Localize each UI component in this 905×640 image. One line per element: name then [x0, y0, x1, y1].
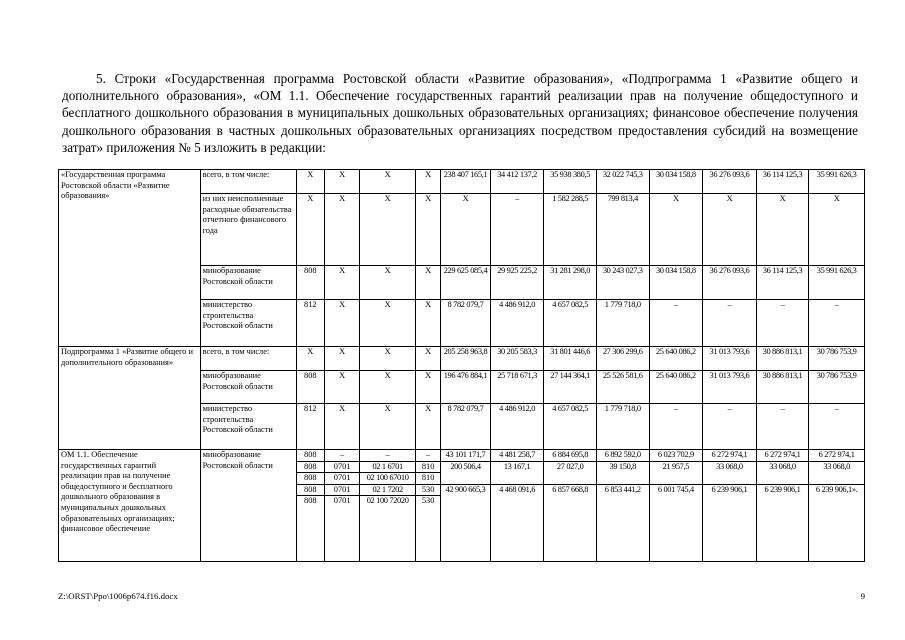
executor-total: всего, в том числе:	[200, 347, 296, 371]
intro-paragraph	[62, 70, 858, 156]
table-row: министерство строительства Ростовской области 812 X X X 8 782 079,7 4 486 912,0 4 657 082,5 1 779 718,0 – – – –	[59, 300, 865, 347]
executor-minobr: минобразование Ростовской области	[200, 371, 296, 404]
table-row: 808 0701 02 100 72020 530	[59, 496, 865, 562]
table-row: 808 0701 02 1 7202 530 42 900 665,3 4 468 091,6 6 857 668,8 6 853 441,2 6 001 745,4 6 239 906,1 6 239 906,1 6 239 906,1».	[59, 484, 865, 496]
budget-table	[58, 169, 865, 562]
table-row: Подпрограмма 1 «Развитие общего и дополнительного образования» всего, в том числе: X X X X 205 258 963,8 30 205 583,3 31 801 446,6 27 306 299,6 25 640 086,2 31 013 793,6 30 886 813,1 30 786 753,9	[59, 347, 865, 371]
executor-minstroy: министерство строительства Ростовской области	[200, 404, 296, 450]
executor-minstroy: министерство строительства Ростовской области	[200, 300, 296, 347]
table-row: минобразование Ростовской области 808 X X X 196 476 884,1 25 718 671,3 27 144 364,1 25 526 581,6 25 640 086,2 31 013 793,6 30 886 813,1 30 786 753,9	[59, 371, 865, 404]
om-name: ОМ 1.1. Обеспечение государственных гарантий реализации прав на получение общедоступного и бесплатного дошкольного образования в муниципальных дошкольных образовательных организациях; финансовое обеспечение	[59, 450, 201, 562]
table-row: минобразование Ростовской области 808 X X X 229 625 085,4 29 925 225,2 31 281 298,0 30 243 027,3 30 034 158,8 36 276 093,6 36 114 125,3 35 991 626,3	[59, 266, 865, 300]
subprogram-name: Подпрограмма 1 «Развитие общего и дополнительного образования»	[59, 347, 201, 450]
executor-minobr: минобразование Ростовской области	[200, 266, 296, 300]
table-row: ОМ 1.1. Обеспечение государственных гарантий реализации прав на получение общедоступного и бесплатного дошкольного образования в муниципальных дошкольных образовательных организациях; финансовое обеспечение минобразование Ростовской области 808 – – – 43 101 171,7 4 481 258,7 6 884 695,8 6 892 592,0 6 023 702,9 6 272 974,1 6 272 974,1 6 272 974,1	[59, 450, 865, 462]
table-row: 808 0701 02 100 67010 810	[59, 473, 865, 485]
executor-minobr: минобразование Ростовской области	[200, 450, 296, 562]
page-number: 9	[860, 591, 865, 601]
program-name: «Государственная программа Ростовской области «Развитие образования»	[59, 170, 201, 347]
executor-total: всего, в том числе:	[200, 170, 296, 194]
table-row: «Государственная программа Ростовской области «Развитие образования» всего, в том числе: X X X X 238 407 165,1 34 412 137,2 35 938 380,5 32 022 745,3 30 034 158,8 36 276 093,6 36 114 125,3 35 991 626,3	[59, 170, 865, 194]
intro-text: 5. Строки «Государственная программа Ростовской области «Развитие образования», «Подпрограмма 1 «Развитие общего и дополнительного образования», «ОМ 1.1. Обеспечение государственных гарантий реализации прав на получение общедоступного и бесплатного дошкольного образования в муниципальных дошкольных образовательных организациях; финансовое обеспечение получения дошкольного образования в частных дошкольных образовательных организациях посредством предоставления субсидий на возмещение затрат» приложения № 5 изложить в редакции:	[62, 71, 858, 155]
table-row: из них неисполненные расходные обязательства отчетного финансового года X X X X X – 1 582 288,5 799 813,4 X X X X	[59, 194, 865, 266]
table-row: 808 0701 02 1 6701 810 200 506,4 13 167,1 27 027,0 39 150,8 21 957,5 33 068,0 33 068,0 33 068,0	[59, 461, 865, 473]
executor-unpaid: из них неисполненные расходные обязательства отчетного финансового года	[200, 194, 296, 266]
table-row: министерство строительства Ростовской области 812 X X X 8 782 079,7 4 486 912,0 4 657 082,5 1 779 718,0 – – – –	[59, 404, 865, 450]
file-path: Z:\ORST\Ppo\1006p674.f16.docx	[58, 591, 178, 601]
